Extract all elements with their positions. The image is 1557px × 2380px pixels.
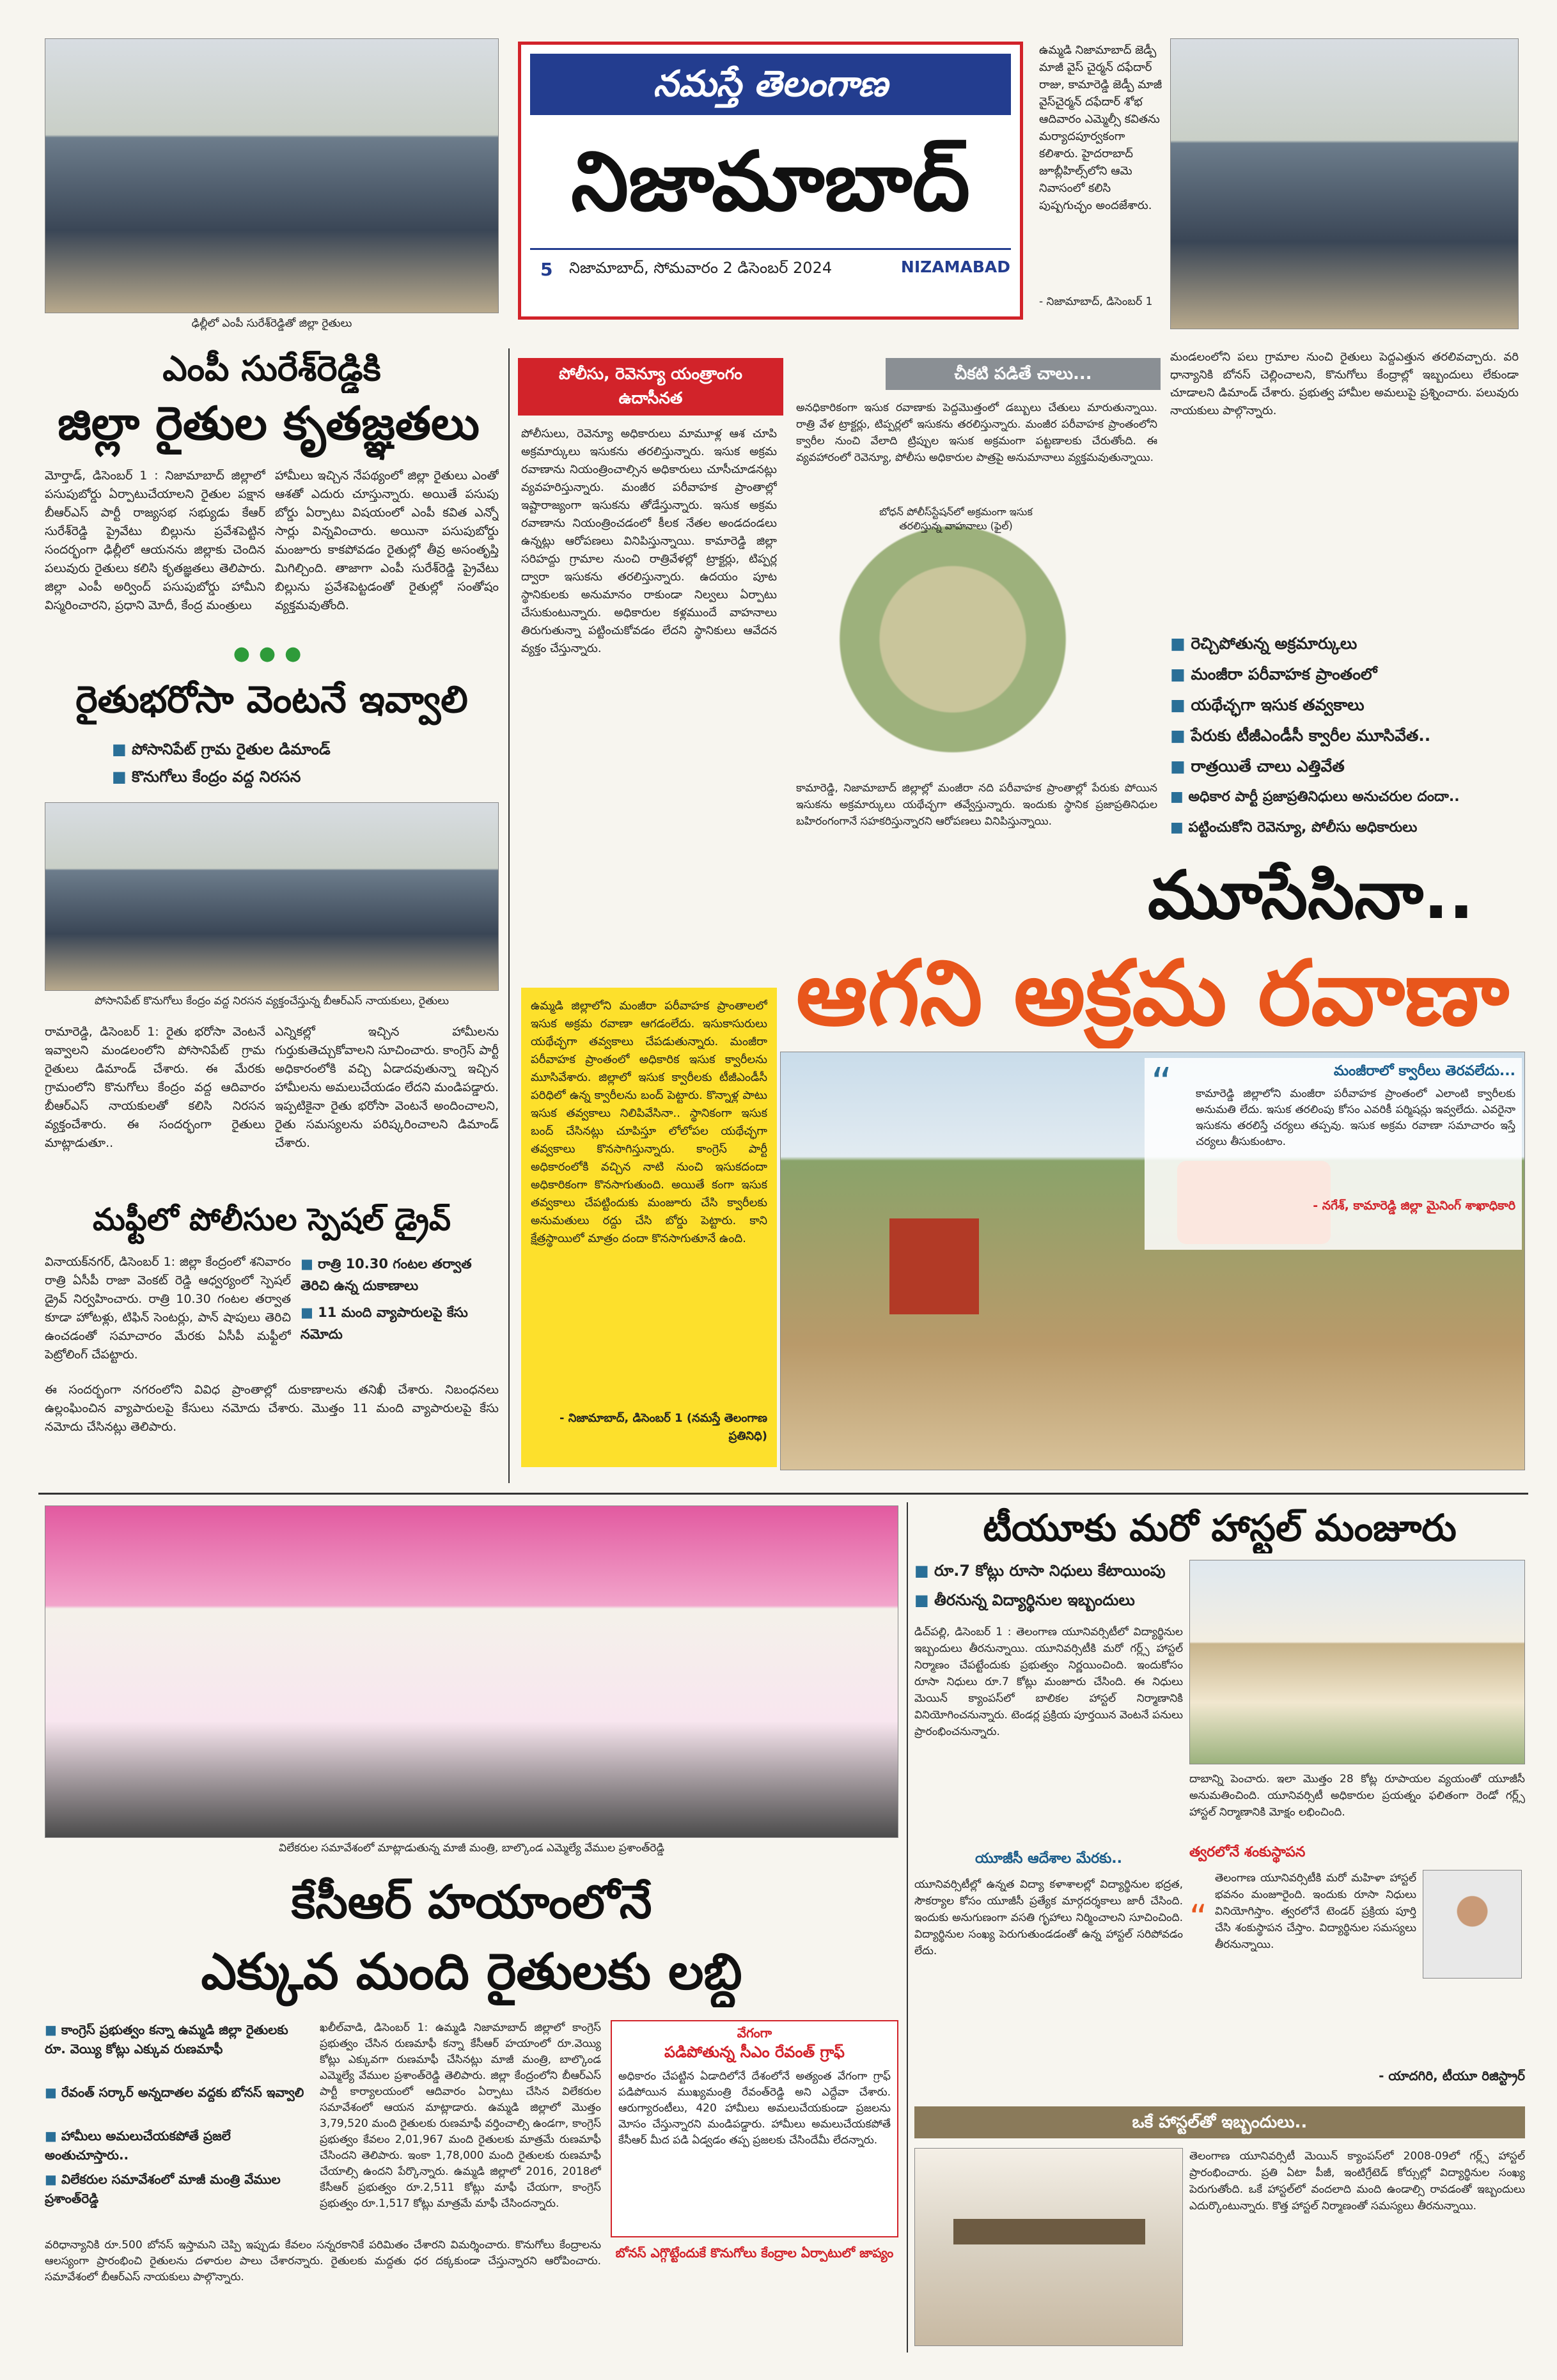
bullet-point: ■ విలేకరుల సమావేశంలో మాజీ మంత్రి వేముల ప్రశాంత్‌రెడ్డి [45,2170,313,2209]
sidebar-point: ■ అధికార పార్టీ ప్రజాప్రతినిధులు అనుచరుల దందా.. [1170,786,1522,814]
quote-kicker: త్వరలోనే శంకుస్థాపన [1189,1844,1306,1860]
photo-caption: విలేకరుల సమావేశంలో మాట్లాడుతున్న మాజీ మంత్రి, బాల్కొండ ఎమ్మెల్యే వేముల ప్రశాంత్‌రెడ్డి [279,1842,664,1855]
sidebar-point: ■ యథేచ్ఛగా ఇసుక తవ్వకాలు [1170,694,1522,722]
bullet-point: ■ కొనుగోలు కేంద్రం వద్ద నిరసన [112,766,496,790]
box-title: పడిపోతున్న సీఎం రేవంత్ గ్రాఫ్ [664,2043,845,2061]
bullet-point: ■ 11 మంది వ్యాపారులపై కేసు నమోదు [301,1302,499,1348]
quote-icon: “ [1189,1902,1207,1934]
story-body: వరిధాన్యానికి రూ.500 బోనస్ ఇస్తామని చెప్పి ఇప్పుడు కేవలం సన్నరకానికే పరిమితం చేశారని విమర్శించారు. కొనుగోలు కేంద్రాలను ఆలస్యంగా ప్రారంభించి రైతులను దళారుల పాలు చేశారన్నారు. రైతులకు మద్దతు ధర దక్కకుండా చేస్తున్నారని ఆరోపించారు. సమావేశంలో బీఆర్‌ఎస్ నాయకులు పాల్గొన్నారు. [45,2239,601,2283]
separator-dots: ●●● [233,642,311,665]
dateline: నిజామాబాద్, సోమవారం 2 డిసెంబర్ 2024 [569,259,833,277]
quote-text: తెలంగాణ యూనివర్సిటీకి మరో మహిళా హాస్టల్ భవనం మంజూరైంది. ఇందుకు రూసా నిధులు వినియోగిస్తాం. త్వరలోనే టెండర్ ప్రక్రియ పూర్తి చేసి శంకుస్థాపన చేస్తాం. విద్యార్థినుల సమస్యలు తీరనున్నాయి. [1215,1872,1416,1951]
story-body: హామీలు ఇచ్చిన నేపథ్యంలో జిల్లా రైతులు ఎంతో ఆశతో ఎదురు చూస్తున్నారు. అయితే పసుపు బోర్డు ఏర్పాటు విషయంలో ఎంపీ కవిత ఎన్నో సార్లు విన్నవించారు. అయినా పసుపుబోర్డు మంజూరు కాకపోవడం రైతుల్లో తీవ్ర అసంతృప్తి మిగిల్చింది. తాజాగా ఎంపీ సురేశ్‌రెడ్డి ప్రైవేటు బిల్లును ప్రవేశపెట్టడంతో రైతుల్లో సంతోషం వ్యక్తమవుతోంది. [275,469,499,612]
story-body: పోలీసులు, రెవెన్యూ అధికారులు మామూళ్ల ఆశ చూపి అక్రమార్కులు ఇసుకను తరలిస్తున్నారు. ఇసుక అక్రమ రవాణాను నియంత్రించాల్సిన అధికారులు చూసీచూడనట్లు వ్యవహరిస్తున్నారు. మంజీర పరీవాహక ప్రాంతాల్లో ఇష్టారాజ్యంగా ఇసుకను తోడేస్తున్నారు. ఇసుక అక్రమ రవాణాను నియంత్రించడంలో కీలక నేతల అండదండలు ఉన్నట్లు ఆరోపణలు వినిపిస్తున్నాయి. కామారెడ్డి జిల్లా సరిహద్దు గ్రామాల నుంచి రాత్రివేళల్లో ట్రాక్టర్లు, టిప్పర్ల ద్వారా ఇసుకను తరలిస్తున్నారు. ఉదయం పూట స్థానికులకు అనుమానం రాకుండా నిల్వలు ఏర్పాటు చేసుకుంటున్నారు. అధికారుల కళ్లముందే వాహనాలు తిరుగుతున్నా పట్టించుకోవడం లేదని స్థానికులు ఆవేదన వ్యక్తం చేస్తున్నారు. [521,427,777,655]
headline-suresh-2: జిల్లా రైతుల కృతజ్ఞతలు [58,396,480,450]
sidebar-point: ■ రాత్రయితే చాలు ఎత్తివేత [1170,756,1522,784]
sub-kicker: యూజీసీ ఆదేశాల మేరకు.. [974,1851,1123,1867]
quote-icon: “ [1151,1064,1173,1103]
byline: - నిజామాబాద్, డిసెంబర్ 1 (నమస్తే తెలంగాణ ప్రతినిధి) [559,1412,767,1443]
sidebar-point: ■ రెచ్చిపోతున్న అక్రమార్కులు [1170,633,1522,661]
masthead-banner [530,54,1011,115]
kicker-police-apathy [518,358,783,416]
quote-box-registrar [1189,1844,1525,2094]
headline-rythubharosa: రైతుభరోసా వెంటనే ఇవ్వాలి [75,678,468,721]
photo-posanipet-protest [45,802,499,991]
column-rule [508,348,510,1483]
page-number: 5 [540,259,553,280]
story-body: ఈ సందర్భంగా నగరంలోని వివిధ ప్రాంతాల్లో దుకాణాలను తనిఖీ చేశారు. నిబంధనలు ఉల్లంఘించిన వ్యాపారులపై కేసులు నమోదు చేశారు. మొత్తం 11 మంది వ్యాపారులపై కేసు నమోదు చేసినట్లు తెలిపారు. [45,1383,499,1434]
section-divider [38,1493,1528,1495]
photo-seized-vehicles [825,511,1081,767]
story-body: యూనివర్సిటీల్లో ఉన్నత విద్యా కళాశాలల్లో విద్యార్థినుల భద్రత, సౌకర్యాల కోసం యూజీసీ ప్రత్యేక మార్గదర్శకాలు జారీ చేసింది. ఇందుకు అనుగుణంగా వసతి గృహాలు నిర్మించాలని సూచించింది. విద్యార్థినుల సంఖ్య పెరుగుతుండడంతో ఉన్న హాస్టల్ సరిపోవడం లేదు. [914,1878,1183,1957]
sidebar-point: ■ పేరుకు టీజీఎండీసీ క్వారీల మూసివేత.. [1170,725,1522,753]
photo-press-meet [45,1505,898,1838]
bullet-point: ■ రేవంత్ సర్కార్ అన్నదాతల వద్దకు బోనస్ ఇవ్వాలి [45,2083,313,2122]
story-body: రామారెడ్డి, డిసెంబర్ 1: రైతు భరోసా వెంటనే ఇవ్వాలని మండలంలోని పోసానిపేట్ గ్రామ రైతులు డిమాండ్ చేశారు. ఈ మేరకు గ్రామంలోని కొనుగోలు కేంద్రం వద్ద ఆదివారం బీఆర్‌ఎస్ నాయకులతో కలిసి నిరసన వ్యక్తంచేశారు. ఈ సందర్భంగా రైతులు మాట్లాడుతూ.. [45,1025,265,1150]
headline-hostel: టీయూకు మరో హాస్టల్ మంజూరు [983,1506,1457,1550]
story-body: ఉమ్మడి నిజామాబాద్ జెడ్పీ మాజీ వైస్ చైర్మన్ దఫేదార్ రాజు, కామారెడ్డి జెడ్పీ మాజీ వైస్‌చైర్మన్ దఫేదార్ శోభ ఆదివారం ఎమ్మెల్సీ కవితను మర్యాదపూర్వకంగా కలిశారు. హైదరాబాద్ జూబ్లీహిల్స్‌లోని ఆమె నివాసంలో కలిసి పుష్పగుచ్ఛం అందజేశారు. [1039,43,1162,212]
story-body: ఎన్నికల్లో ఇచ్చిన హామీలను గుర్తుకుతెచ్చుకోవాలని సూచించారు. కాంగ్రెస్ పార్టీ అధికారంలోకి వచ్చి ఏడాదవుతున్నా ఇచ్చిన హామీలను అమలుచేయడం లేదని మండిపడ్డారు. ఇప్పటికైనా రైతు భరోసా వెంటనే అందించాలని, రైతు సమస్యలను పరిష్కరించాలని డిమాండ్ చేశారు. [275,1025,499,1150]
quote-author: - నగేశ్, కామారెడ్డి జిల్లా మైనింగ్ శాఖాధికారి [1313,1199,1515,1213]
truck-shape [889,1218,979,1314]
box2-title: బోనస్ ఎగ్గొట్టేందుకే కొనుగోలు కేంద్రాల ఏర్పాటులో జాప్యం [615,2245,894,2260]
masthead-rule [530,248,1011,250]
photo-registrar [1423,1870,1522,1979]
quote-box [1145,1058,1522,1250]
bullet-point: ■ రాత్రి 10.30 గంటల తర్వాత తెరిచి ఉన్న దుకాణాలు [301,1253,499,1299]
kcr-bullets [45,2020,313,2231]
photo-caption: ఢిల్లీలో ఎంపీ సురేశ్‌రెడ్డితో జిల్లా రైతులు [191,317,352,330]
lead-headline-2: ఆగని అక్రమ రవాణా [795,942,1510,1046]
headline-kcr-2: ఎక్కువ మంది రైతులకు లబ్ధి [201,1943,742,2001]
story-body: మోర్తాడ్, డిసెంబర్ 1 : నిజామాబాద్ జిల్లాలో పసుపుబోర్డు ఏర్పాటుచేయాలని రైతుల పక్షాన బీఆర్‌ఎస్ పార్టీ రాజ్యసభ సభ్యుడు కేఆర్ సురేశ్‌రెడ్డి ప్రైవేటు బిల్లును ప్రవేశపెట్టిన సందర్భంగా ఢిల్లీలో ఆయనను జిల్లాకు చెందిన పలువురు రైతులు కలిసి కృతజ్ఞతలు తెలిపారు. జిల్లా ఎంపీ అర్వింద్ పసుపుబోర్డు హామీని విస్మరించారని, ప్రధాని మోదీ, కేంద్ర మంత్రులు [45,469,265,612]
bullet-point: ■ కాంగ్రెస్ ప్రభుత్వం కన్నా ఉమ్మడి జిల్లా రైతులకు రూ. వెయ్యి కోట్లు ఎక్కువ రుణమాఫీ [45,2020,313,2079]
edition-en: NIZAMABAD [900,258,1010,276]
photo-caption: బోధన్ పోలీస్‌స్టేషన్‌లో అక్రమంగా ఇసుక తరలిస్తున్న వాహనాలు (ఫైల్) [879,506,1033,532]
photo-kavitha-meeting [1170,38,1519,329]
story-body: వినాయక్‌నగర్, డిసెంబర్ 1: జిల్లా కేంద్రంలో శనివారం రాత్రి ఏసీపీ రాజా వెంకట్ రెడ్డి ఆధ్వర్యంలో స్పెషల్ డ్రైవ్ నిర్వహించారు. రాత్రి 10.30 గంటల తర్వాత కూడా హోటళ్లు, టిఫిన్ సెంటర్లు, పాన్ షాపులు తెరిచి ఉంచడంతో సమాచారం మేరకు ఏసీపీ మఫ్టీలో పెట్రోలింగ్ చేపట్టారు. [45,1255,291,1362]
photo-hostel-building [1189,1560,1525,1764]
photo-existing-hostel [914,2148,1183,2346]
bullet-point: ■ రూ.7 కోట్లు రూసా నిధులు కేటాయింపు [914,1560,1298,1585]
box-kicker: వేగంగా [737,2025,772,2041]
box-body: అధికారం చేపట్టిన ఏడాదిలోనే దేశంలోనే అత్యంత వేగంగా గ్రాఫ్ పడిపోయిన ముఖ్యమంత్రి రేవంత్‌రెడ్డి అని ఎద్దేవా చేశారు. ఆరుగ్యారంటీలు, 420 హామీలు అమలుచేయకుండా ప్రజలను మోసం చేస్తున్నారని మండిపడ్డారు. హామీలు అమలుచేయకపోతే కేసీఆర్ మీద పడి ఏడ్వడం తప్ప ప్రజలకు చేసిందేమీ లేదన్నారు. [618,2070,891,2147]
photo-suresh-reddy [45,38,499,313]
quote-author: - యాదగిరి, టీయూ రిజిస్ట్రార్ [1379,2068,1525,2083]
headline-suresh-1: ఎంపీ సురేశ్‌రెడ్డికి [162,348,381,389]
story-body: ఖలీల్‌వాడి, డిసెంబర్ 1: ఉమ్మడి నిజామాబాద్ జిల్లాలో కాంగ్రెస్ ప్రభుత్వం చేసిన రుణమాఫీ కన్నా కేసీఆర్ హయాంలో రూ.వెయ్యి కోట్లు ఎక్కువగా రుణమాఫీ చేసినట్లు మాజీ మంత్రి, బాల్కొండ ఎమ్మెల్యే వేముల ప్రశాంత్‌రెడ్డి తెలిపారు. జిల్లా కేంద్రంలోని బీఆర్‌ఎస్ పార్టీ కార్యాలయంలో ఆదివారం ఏర్పాటు చేసిన విలేకరుల సమావేశంలో ఆయన మాట్లాడారు. ఉమ్మడి జిల్లాలో మొత్తం 3,79,520 మంది రైతులకు రుణమాఫీ వర్తించాల్సి ఉండగా, కాంగ్రెస్ ప్రభుత్వం కేవలం 2,01,967 మంది రైతులకు మాత్రమే రుణమాఫీ చేసిందని తెలిపారు. ఇంకా 1,78,000 మంది రైతులకు రుణమాఫీ చేయాల్సి ఉందని పేర్కొన్నారు. ఉమ్మడి జిల్లాలో 2016, 2018లో కేసీఆర్ ప్రభుత్వం రూ.2,511 కోట్లు మాఫీ చేయగా, కాంగ్రెస్ ప్రభుత్వం రూ.1,517 కోట్లు మాత్రమే మాఫీ చేసిందన్నారు. [320,2021,601,2210]
headline-mafti: మఫ్టీలో పోలీసుల స్పెషల్ డ్రైవ్ [92,1202,451,1238]
story-body: దాబాన్ని పెంచారు. ఇలా మొత్తం 28 కోట్ల రూపాయల వ్యయంతో యూజీసీ అనుమతించింది. యూనివర్సిటీ అధికారుల ప్రయత్నం ఫలితంగా రెండో గర్ల్స్ హాస్టల్ నిర్మాణానికి మోక్షం లభించింది. [1189,1773,1525,1819]
quote-head: మంజీరాలో క్వారీలు తెరవలేదు... [1333,1063,1515,1079]
lead-intro-box [521,988,777,1467]
kicker-night [886,358,1161,390]
lead-intro: ఉమ్మడి జిల్లాలోని మంజీరా పరీవాహక ప్రాంతాలలో ఇసుక అక్రమ రవాణా ఆగడంలేదు. ఇసుకాసురులు యథేచ్ఛగా తవ్వకాలు చేపడుతున్నారు. మంజీరా పరీవాహక ప్రాంతంలో అధికారిక ఇసుక క్వారీలను మూసివేశారు. జిల్లాలో ఇసుక క్వారీలకు టీజీఎండీసీ పరిధిలో ఉన్న క్వారీలను బంద్ పెట్టారు. కొన్నాళ్ల పాటు ఇసుక తవ్వకాలు నిలిపివేసినా.. స్థానికంగా ఇసుక బంద్ చేసినట్లు చూపిస్తూ లోలోపల యథేచ్ఛగా తవ్వకాలు కొనసాగిస్తున్నారు. కాంగ్రెస్ పార్టీ అధికారంలోకి వచ్చిన నాటి నుంచి ఇసుకదందా అధికారికంగా కొనసాగుతుంది. అయితే కంగా ఇసుక తవ్వకాలు చేపట్టిందుకు మంజూరు చేసి క్వారీలకు అనుమతులు రద్దు చేసి బోర్డు పెట్టారు. కాని క్షేత్రస్థాయిలో మాత్రం దందా కొనసాగుతూనే ఉంది. [531,999,767,1245]
kicker-text: పోలీసు, రెవెన్యూ యంత్రాంగం ఉదాసీనత [559,364,742,407]
story-body: తెలంగాణ యూనివర్సిటీ మెయిన్ క్యాంపస్‌లో 2008-09లో గర్ల్స్ హాస్టల్ ప్రారంభించారు. ప్రతి ఏటా పీజీ, ఇంటిగ్రేటెడ్ కోర్సుల్లో విద్యార్థినుల సంఖ్య పెరుగుతోంది. ఒకే హాస్టల్‌లో వందలాది మంది ఉండాల్సి రావడంతో ఇబ్బందులు ఎదుర్కొంటున్నారు. కొత్త హాస్టల్ నిర్మాణంతో సమస్యలు తీరనున్నాయి. [1189,2150,1525,2213]
sidebar-point: ■ పట్టించుకోని రెవెన్యూ, పోలీసు అధికారులు [1170,817,1522,845]
sidebar-points [1170,633,1522,850]
story-body: కామారెడ్డి, నిజామాబాద్ జిల్లాల్లో మంజీరా నది పరీవాహక ప్రాంతాల్లో పేరుకు పోయిన ఇసుకను అక్రమార్కులు యథేచ్ఛగా తవ్వేస్తున్నారు. ఇందుకు స్థానిక ప్రజాప్రతినిధుల బహిరంగంగానే సహకరిస్తున్నారని ఆరోపణలు వినిపిస్తున్నాయి. [796,782,1157,828]
sidebar-point: ■ మంజీరా పరీవాహక ప్రాంతంలో [1170,664,1522,692]
headline-kcr-1: కేసీఆర్ హయాంలోనే [291,1875,652,1929]
kicker-text: చీకటి పడితే చాలు... [954,364,1092,384]
building-sign [953,2219,1145,2244]
bullet-point: ■ హామీలు అమలుచేయకపోతే ప్రజలే అంతుచూస్తారు.. [45,2126,313,2166]
revanth-graph-box [611,2020,898,2237]
column-rule [907,1502,908,2353]
byline: - నిజామాబాద్, డిసెంబర్ 1 [1039,295,1153,308]
subhead-text: ఒకే హాస్టల్‌తో ఇబ్బందులు.. [1132,2113,1308,2132]
bullet-point: ■ పోసానిపేట్ గ్రామ రైతుల డిమాండ్ [112,738,496,763]
story-body: అనధికారికంగా ఇసుక రవాణాకు పెద్దమొత్తంలో డబ్బులు చేతులు మారుతున్నాయి. రాత్రి వేళ ట్రాక్టర్లు, టిప్పర్లలో ఇసుకను తరలిస్తున్నారు. మంజీర పరీవాహక ప్రాంతంలోని క్వారీల నుంచి వేలాది ట్రిప్పుల ఇసుక అక్రమంగా పట్టణాలకు చేరుతోంది. ఈ వ్యవహారంలో రెవెన్యూ, పోలీసు అధికారుల పాత్రపై అనుమానాలు వ్యక్తమవుతున్నాయి. [796,401,1157,464]
edition-title: నిజామాబాద్ [571,134,970,229]
quote-text: కామారెడ్డి జిల్లాలోని మంజీరా పరీవాహక ప్రాంతంలో ఎలాంటి క్వారీలకు అనుమతి లేదు. ఇసుక తరలింపు కోసం ఎవరికీ పర్మిషన్లు ఇవ్వలేదు. ఎవరైనా ఇసుకను తరలిస్తే చర్యలు తప్పవు. ఇసుక అక్రమ రవాణా సమాచారం ఇస్తే చర్యలు తీసుకుంటాం. [1196,1087,1515,1148]
photo-caption: పోసానిపేట్ కొనుగోలు కేంద్రం వద్ద నిరసన వ్యక్తంచేస్తున్న బీఆర్‌ఎస్ నాయకులు, రైతులు [94,995,450,1007]
subhead-bar [914,2106,1525,2138]
story-body: మండలంలోని పలు గ్రామాల నుంచి రైతులు పెద్దఎత్తున తరలివచ్చారు. వరి ధాన్యానికి బోనస్ చెల్లించాలని, కొనుగోలు కేంద్రాల్లో ఇబ్బందులు లేకుండా చూడాలని డిమాండ్ చేశారు. ప్రభుత్వ హామీల అమలుపై ప్రశ్నించారు. పలువురు నాయకులు పాల్గొన్నారు. [1170,350,1519,417]
masthead [518,42,1023,320]
bullet-point: ■ తీరనున్న విద్యార్థినుల ఇబ్బందులు [914,1589,1298,1615]
paper-name: నమస్తే తెలంగాణ [653,63,888,105]
lead-headline-1: మూసేసినా.. [1147,856,1475,934]
story-body: డిచ్‌పల్లి, డిసెంబర్ 1 : తెలంగాణ యూనివర్సిటీలో విద్యార్థినుల ఇబ్బందులు తీరనున్నాయి. యూనివర్సిటీకి మరో గర్ల్స్ హాస్టల్ నిర్మాణం చేపట్టేందుకు ప్రభుత్వం నిర్ణయించింది. ఇందుకోసం రూసా నిధులు రూ.7 కోట్లు మంజూరు చేసింది. ఈ నిధులు మెయిన్ క్యాంపస్‌లో బాలికల హాస్టల్ నిర్మాణానికి వినియోగించనున్నారు. టెండర్ల ప్రక్రియ పూర్తయిన వెంటనే పనులు ప్రారంభించనున్నారు. [914,1626,1183,1738]
